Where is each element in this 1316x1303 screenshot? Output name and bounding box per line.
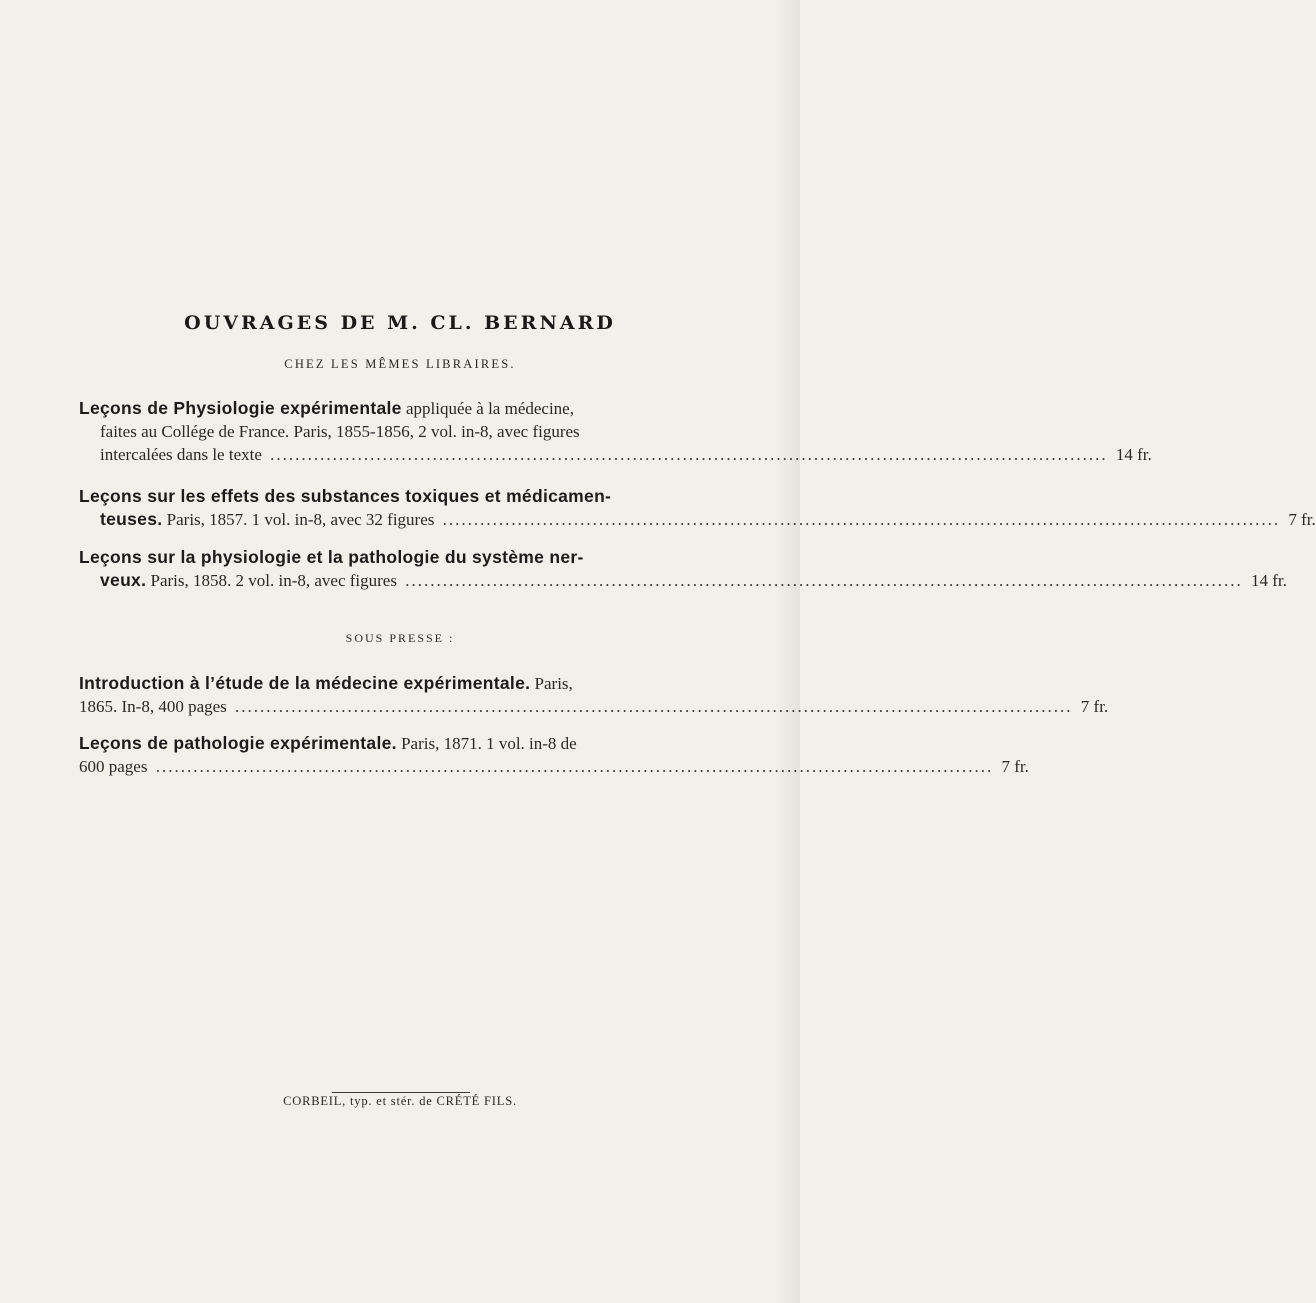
entry-line-start xyxy=(100,510,434,529)
book-entry-substances-toxiques xyxy=(79,485,1316,531)
entry-line xyxy=(79,732,694,755)
page-subtitle: CHEZ LES MÊMES LIBRAIRES. xyxy=(284,357,516,371)
entry-price-line xyxy=(79,443,1152,466)
leader-dots xyxy=(270,445,1108,464)
book-entry-systeme-nerveux xyxy=(79,546,1287,592)
book-title-continued: veux. xyxy=(100,570,147,590)
leader-dots xyxy=(405,571,1243,590)
book-details: 600 pages xyxy=(79,757,148,776)
entry-line xyxy=(79,672,694,695)
book-details: Paris, 1858. 2 vol. in-8, avec figures xyxy=(146,571,397,590)
entry-price-line xyxy=(79,569,1287,592)
book-details: 1865. In-8, 400 pages xyxy=(79,697,227,716)
book-price: 7 fr. xyxy=(1001,757,1029,776)
book-title: Leçons de pathologie expérimentale. xyxy=(79,733,397,753)
entry-price-line xyxy=(79,755,1029,778)
book-price: 14 fr. xyxy=(1115,445,1152,464)
book-price: 7 fr. xyxy=(1080,697,1109,716)
section-label-sous-presse: SOUS PRESSE : xyxy=(345,631,455,645)
book-title: Leçons sur la physiologie et la pathologie du système ner- xyxy=(79,547,584,567)
book-title: Leçons de Physiologie expérimentale xyxy=(79,398,402,418)
book-details: intercalées dans le texte xyxy=(100,445,262,464)
entry-price-line xyxy=(79,508,1316,531)
book-details: Paris, xyxy=(530,674,573,693)
page-title: OUVRAGES DE M. CL. BERNARD xyxy=(184,312,616,334)
leader-dots xyxy=(443,510,1281,529)
book-details: appliquée à la médecine, xyxy=(401,399,574,418)
book-title: Introduction à l’étude de la médecine expérimentale. xyxy=(79,673,531,693)
leader-dots xyxy=(235,697,1073,716)
entry-line: faites au Collége de France. Paris, 1855-1856, 2 vol. in-8, avec figures xyxy=(100,422,580,441)
book-entry-introduction-medecine xyxy=(79,672,1109,718)
entry-price-line xyxy=(79,695,1109,718)
footer-rule xyxy=(332,1092,470,1093)
book-title-continued: teuses. xyxy=(100,509,163,529)
book-price: 14 fr. xyxy=(1250,571,1287,590)
book-price: 7 fr. xyxy=(1288,510,1316,529)
book-details: Paris, 1871. 1 vol. in-8 de xyxy=(396,734,577,753)
printer-imprint: CORBEIL, typ. et stér. de CRÉTÉ FILS. xyxy=(283,1094,517,1108)
entry-line xyxy=(79,397,694,420)
book-details: Paris, 1857. 1 vol. in-8, avec 32 figures xyxy=(162,510,435,529)
entry-line-start xyxy=(100,571,397,590)
book-entry-pathologie-experimentale xyxy=(79,732,1029,778)
leader-dots xyxy=(156,757,994,776)
book-title: Leçons sur les effets des substances toxiques et médicamen- xyxy=(79,486,612,506)
book-entry-physiologie-experimentale xyxy=(79,397,1152,466)
